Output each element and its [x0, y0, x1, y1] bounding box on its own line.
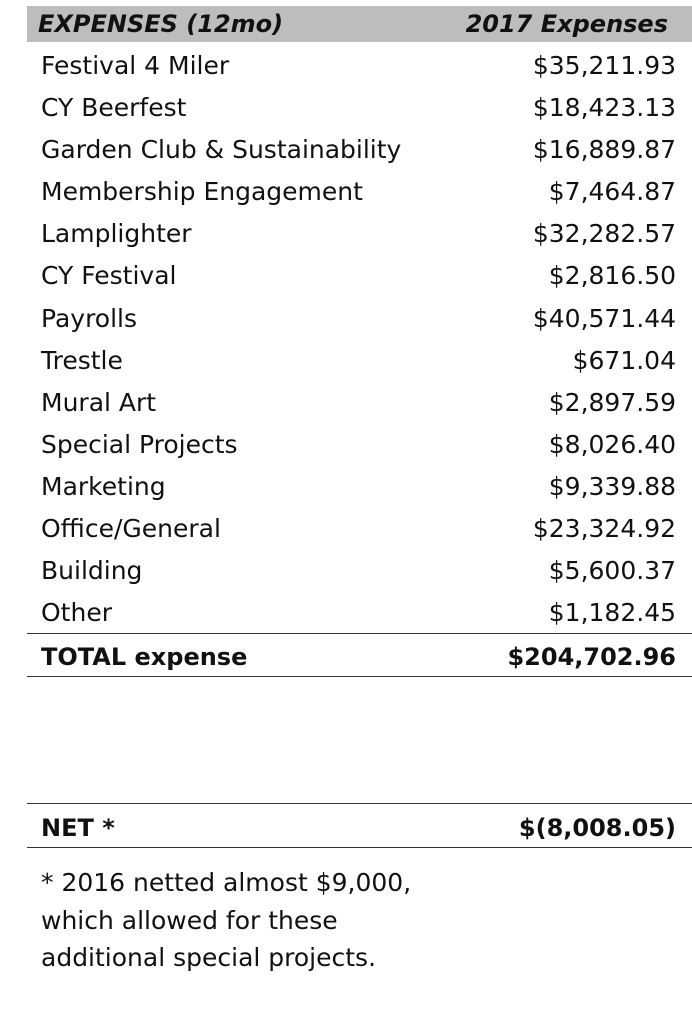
table-row — [27, 87, 692, 129]
table-row — [27, 255, 692, 297]
row-value: $7,464.87 — [548, 177, 676, 207]
row-label: Payrolls — [41, 303, 138, 333]
row-label: Building — [41, 556, 143, 586]
table-row — [27, 466, 692, 508]
table-row — [27, 508, 692, 550]
net-bottom-divider — [27, 847, 692, 848]
row-value: $23,324.92 — [532, 514, 676, 544]
row-label: Other — [41, 598, 112, 628]
row-label: Lamplighter — [41, 219, 192, 249]
row-value: $16,889.87 — [532, 135, 676, 165]
row-value: $8,026.40 — [548, 429, 676, 459]
footnote-line: additional special projects. — [41, 943, 377, 972]
table-row — [27, 340, 692, 382]
table-row — [27, 382, 692, 424]
footnote — [41, 864, 461, 977]
total-top-divider — [27, 633, 692, 634]
row-label: Membership Engagement — [41, 177, 363, 207]
net-value: $(8,008.05) — [518, 814, 676, 842]
row-value: $1,182.45 — [548, 598, 676, 628]
row-label: CY Festival — [41, 261, 177, 291]
net-row — [27, 808, 692, 848]
row-label: Garden Club & Sustainability — [41, 135, 402, 165]
row-value: $35,211.93 — [532, 51, 676, 80]
table-row — [27, 298, 692, 340]
table-row — [27, 213, 692, 255]
net-top-divider — [27, 803, 692, 804]
row-label: Trestle — [41, 345, 123, 375]
row-label: Office/General — [41, 514, 221, 544]
footnote-line: * 2016 netted almost $9,000, — [41, 868, 412, 897]
row-value: $671.04 — [572, 345, 676, 375]
table-row — [27, 592, 692, 634]
row-label: Mural Art — [41, 387, 157, 417]
row-label: CY Beerfest — [41, 93, 187, 123]
table-row — [27, 129, 692, 171]
row-value: $40,571.44 — [532, 303, 676, 333]
row-value: $9,339.88 — [548, 471, 676, 501]
table-header — [27, 6, 692, 42]
table-row — [27, 550, 692, 592]
table-row — [27, 171, 692, 213]
total-label: TOTAL expense — [41, 643, 248, 671]
header-label: EXPENSES (12mo) — [38, 10, 284, 38]
header-year-label: 2017 Expenses — [465, 10, 668, 38]
row-label: Marketing — [41, 471, 166, 501]
row-label: Festival 4 Miler — [41, 51, 230, 80]
expense-list — [27, 45, 692, 634]
table-row — [27, 45, 692, 87]
total-row — [27, 637, 692, 677]
row-value: $5,600.37 — [548, 556, 676, 586]
net-label: NET * — [41, 814, 115, 842]
row-label: Special Projects — [41, 429, 238, 459]
row-value: $2,897.59 — [548, 387, 676, 417]
row-value: $18,423.13 — [532, 93, 676, 123]
row-value: $32,282.57 — [532, 219, 676, 249]
row-value: $2,816.50 — [548, 261, 676, 291]
table-row — [27, 424, 692, 466]
total-bottom-divider — [27, 676, 692, 677]
total-value: $204,702.96 — [507, 643, 676, 671]
footnote-line: which allowed for these — [41, 905, 338, 935]
